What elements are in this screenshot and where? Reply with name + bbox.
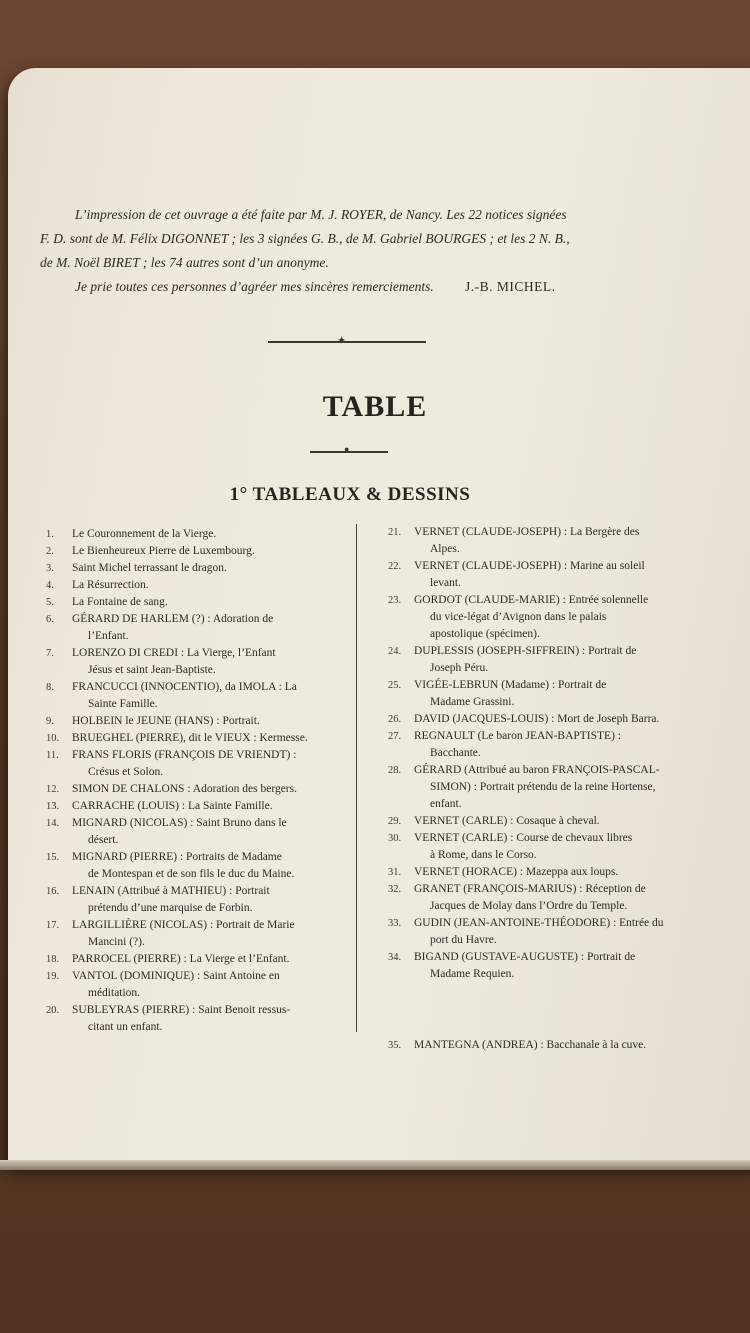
entry-number: 17.: [46, 920, 60, 931]
credits-line: F. D. sont de M. Félix DIGONNET ; les 3 signées G. B., de M. Gabriel BOURGES ; et les 2 N. B.,: [40, 231, 570, 246]
left-column-list: [46, 526, 346, 1036]
entry-text: Crésus et Solon.: [88, 766, 164, 778]
entry-text: VERNET (CARLE) : Course de chevaux libres: [414, 832, 633, 844]
entry-text: Madame Requien.: [430, 968, 515, 980]
entry-text: La Résurrection.: [72, 579, 149, 591]
entry-text: Jacques de Molay dans l’Ordre du Temple.: [430, 900, 628, 912]
entry-text: CARRACHE (LOUIS) : La Sainte Famille.: [72, 800, 273, 812]
entry-number: 9.: [46, 716, 54, 727]
entry-text: PARROCEL (PIERRE) : La Vierge et l’Enfant.: [72, 953, 290, 965]
ornamental-rule: [268, 341, 426, 343]
entry-text: MIGNARD (PIERRE) : Portraits de Madame: [72, 851, 282, 863]
entry-text: DAVID (JACQUES-LOUIS) : Mort de Joseph Barra.: [414, 713, 660, 725]
entry-number: 26.: [388, 714, 402, 725]
entry-text: REGNAULT (Le baron JEAN-BAPTISTE) :: [414, 730, 621, 742]
list-item: [46, 594, 346, 611]
entry-number: 14.: [46, 818, 60, 829]
list-item: [388, 558, 708, 592]
list-item: [46, 883, 346, 917]
entry-text: VERNET (CLAUDE-JOSEPH) : Marine au soleil: [414, 560, 645, 572]
list-item: [46, 1002, 346, 1036]
list-item: [46, 611, 346, 645]
entry-number: 12.: [46, 784, 60, 795]
entry-number: 16.: [46, 886, 60, 897]
list-item: [46, 526, 346, 543]
entry-text: DUPLESSIS (JOSEPH-SIFFREIN) : Portrait de: [414, 645, 637, 657]
entry-number: 24.: [388, 646, 402, 657]
entry-number: 31.: [388, 867, 402, 878]
entry-number: 4.: [46, 580, 54, 591]
list-item: [388, 711, 708, 728]
entry-text: Sainte Famille.: [88, 698, 158, 710]
entry-text: à Rome, dans le Corso.: [430, 849, 537, 861]
entry-text: Le Couronnement de la Vierge.: [72, 528, 217, 540]
list-item: [46, 713, 346, 730]
entry-number: 10.: [46, 733, 60, 744]
entry-number: 35.: [388, 1040, 402, 1051]
list-item: [388, 677, 708, 711]
entry-number: 1.: [46, 529, 54, 540]
list-item: [46, 560, 346, 577]
credits-line: de M. Noël BIRET ; les 74 autres sont d’un anonyme.: [40, 255, 329, 270]
entry-number: 11.: [46, 750, 59, 761]
list-item: [46, 968, 346, 1002]
entry-number: 3.: [46, 563, 54, 574]
entry-number: 32.: [388, 884, 402, 895]
entry-number: 6.: [46, 614, 54, 625]
entry-text: apostolique (spécimen).: [430, 628, 540, 640]
signature: J.-B. MICHEL.: [465, 279, 556, 294]
entry-number: 25.: [388, 680, 402, 691]
list-item: [46, 917, 346, 951]
entry-text: de Montespan et de son fils le duc du Maine.: [88, 868, 295, 880]
entry-text: SIMON) : Portrait prétendu de la reine Hortense,: [430, 781, 656, 793]
entry-text: citant un enfant.: [88, 1021, 163, 1033]
entry-text: La Fontaine de sang.: [72, 596, 168, 608]
list-item: [388, 830, 708, 864]
entry-text: Le Bienheureux Pierre de Luxembourg.: [72, 545, 255, 557]
entry-text: BIGAND (GUSTAVE-AUGUSTE) : Portrait de: [414, 951, 636, 963]
entry-number: 23.: [388, 595, 402, 606]
entry-text: FRANS FLORIS (FRANÇOIS DE VRIENDT) :: [72, 749, 297, 761]
credits-line: Je prie toutes ces personnes d’agréer mes sincères remerciements.: [75, 279, 434, 294]
entry-text: SUBLEYRAS (PIERRE) : Saint Benoit ressus-: [72, 1004, 291, 1016]
entry-text: VIGÉE-LEBRUN (Madame) : Portrait de: [414, 679, 607, 691]
entry-text: Saint Michel terrassant le dragon.: [72, 562, 227, 574]
list-item: [46, 645, 346, 679]
list-item: [388, 592, 708, 643]
entry-text: port du Havre.: [430, 934, 497, 946]
entry-text: LORENZO DI CREDI : La Vierge, l’Enfant: [72, 647, 276, 659]
list-item: [388, 728, 708, 762]
entry-number: 21.: [388, 527, 402, 538]
list-item: [46, 781, 346, 798]
column-divider: [356, 524, 357, 1032]
entry-text: Bacchante.: [430, 747, 481, 759]
list-item: [46, 815, 346, 849]
list-item: [46, 730, 346, 747]
entry-text: prétendu d’une marquise de Forbin.: [88, 902, 253, 914]
entry-number: 27.: [388, 731, 402, 742]
entry-text: Joseph Péru.: [430, 662, 489, 674]
entry-number: 34.: [388, 952, 402, 963]
ornament-icon: ✦: [337, 335, 347, 347]
list-item: [388, 915, 708, 949]
list-item: [46, 679, 346, 713]
list-item: [46, 951, 346, 968]
entry-number: 7.: [46, 648, 54, 659]
entry-text: LENAIN (Attribué à MATHIEU) : Portrait: [72, 885, 270, 897]
entry-text: levant.: [430, 577, 461, 589]
list-item: [46, 747, 346, 781]
credits-paragraph: [40, 203, 700, 299]
list-item: [388, 762, 708, 813]
list-item: [388, 813, 708, 830]
page-title: TABLE: [322, 390, 428, 423]
right-column-list: [388, 524, 708, 1054]
page-stack-edge: [0, 1160, 750, 1170]
entry-text: désert.: [88, 834, 119, 846]
entry-text: BRUEGHEL (PIERRE), dit le VIEUX : Kermesse.: [72, 732, 308, 744]
entry-text: Jésus et saint Jean-Baptiste.: [88, 664, 216, 676]
entry-number: 13.: [46, 801, 60, 812]
entry-number: 5.: [46, 597, 54, 608]
entry-text: Mancini (?).: [88, 936, 145, 948]
entry-text: l’Enfant.: [88, 630, 129, 642]
list-item: [388, 524, 708, 558]
entry-number: 19.: [46, 971, 60, 982]
entry-text: MANTEGNA (ANDREA) : Bacchanale à la cuve.: [414, 1039, 647, 1051]
entry-text: LARGILLIÈRE (NICOLAS) : Portrait de Marie: [72, 919, 295, 931]
entry-number: 18.: [46, 954, 60, 965]
entry-text: VERNET (CLAUDE-JOSEPH) : La Bergère des: [414, 526, 640, 538]
entry-text: VERNET (HORACE) : Mazeppa aux loups.: [414, 866, 619, 878]
entry-number: 20.: [46, 1005, 60, 1016]
entry-text: GORDOT (CLAUDE-MARIE) : Entrée solennelle: [414, 594, 649, 606]
entry-text: FRANCUCCI (INNOCENTIO), da IMOLA : La: [72, 681, 297, 693]
list-item: [46, 849, 346, 883]
entry-text: GUDIN (JEAN-ANTOINE-THÉODORE) : Entrée du: [414, 917, 664, 929]
entry-number: 15.: [46, 852, 60, 863]
entry-number: 30.: [388, 833, 402, 844]
entry-number: 22.: [388, 561, 402, 572]
entry-text: SIMON DE CHALONS : Adoration des bergers.: [72, 783, 297, 795]
list-item: [46, 543, 346, 560]
entry-text: HOLBEIN le JEUNE (HANS) : Portrait.: [72, 715, 260, 727]
list-item: [388, 949, 708, 983]
entry-text: méditation.: [88, 987, 141, 999]
entry-text: GÉRARD DE HARLEM (?) : Adoration de: [72, 613, 274, 625]
entry-number: 29.: [388, 816, 402, 827]
list-item: [46, 577, 346, 594]
entry-text: MIGNARD (NICOLAS) : Saint Bruno dans le: [72, 817, 287, 829]
entry-text: du vice-légat d’Avignon dans le palais: [430, 611, 607, 623]
entry-number: 33.: [388, 918, 402, 929]
credits-line: L’impression de cet ouvrage a été faite par M. J. ROYER, de Nancy. Les 22 notices signées: [75, 207, 567, 222]
entry-number: 2.: [46, 546, 54, 557]
entry-text: VANTOL (DOMINIQUE) : Saint Antoine en: [72, 970, 280, 982]
list-item: [388, 881, 708, 915]
entry-text: GRANET (FRANÇOIS-MARIUS) : Réception de: [414, 883, 646, 895]
entry-number: 28.: [388, 765, 402, 776]
entry-text: Madame Grassini.: [430, 696, 515, 708]
ornament-icon: ●: [344, 444, 350, 454]
entry-text: VERNET (CARLE) : Cosaque à cheval.: [414, 815, 600, 827]
list-item: [388, 864, 708, 881]
entry-number: 8.: [46, 682, 54, 693]
entry-text: GÉRARD (Attribué au baron FRANÇOIS-PASCAL-: [414, 764, 660, 776]
section-title: 1° TABLEAUX & DESSINS: [229, 484, 471, 505]
list-item: [388, 1037, 708, 1054]
entry-text: Alpes.: [430, 543, 460, 555]
list-item: [388, 643, 708, 677]
list-item: [46, 798, 346, 815]
entry-text: enfant.: [430, 798, 462, 810]
